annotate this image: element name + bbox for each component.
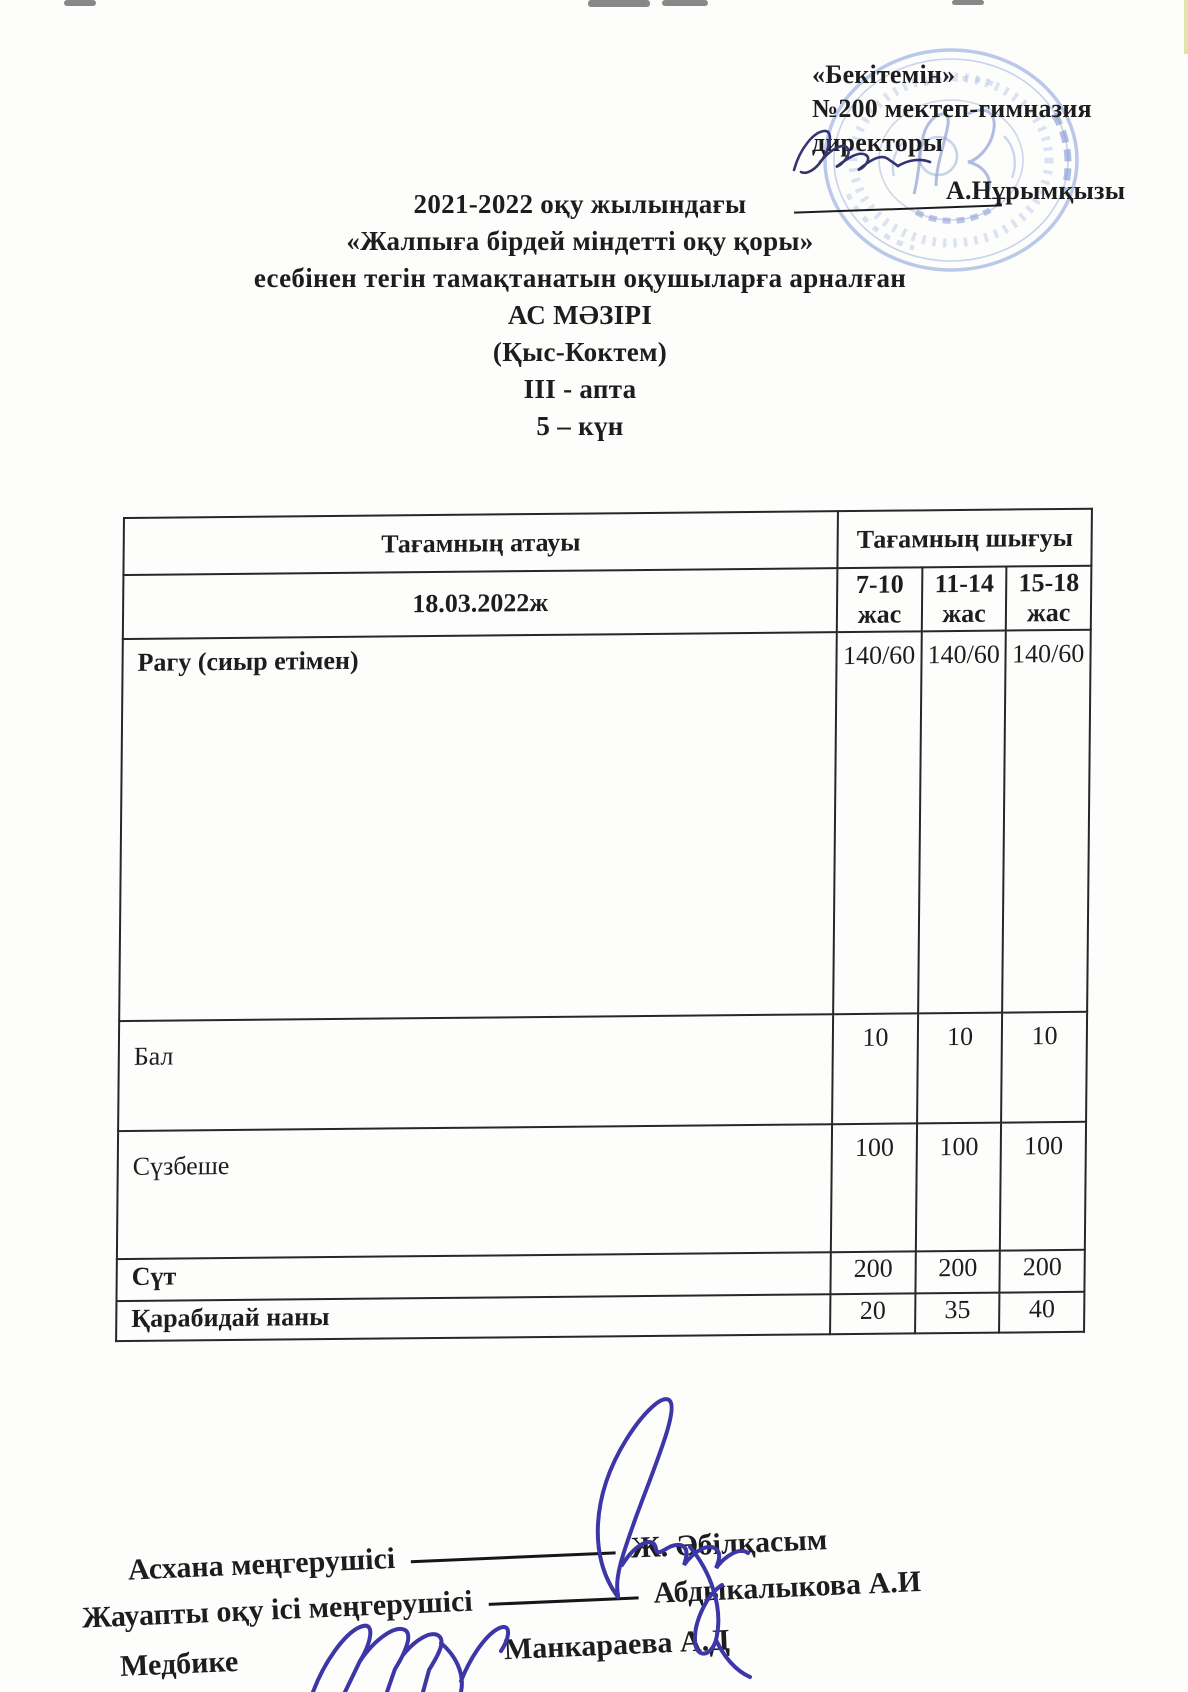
portion-value: 200 (831, 1251, 916, 1294)
role-label: Асхана меңгерушісі (127, 1541, 396, 1587)
portion-value: 10 (917, 1013, 1003, 1124)
scan-artifact (952, 0, 984, 5)
portion-value: 10 (832, 1013, 918, 1124)
title-line-fund: «Жалпыға бірдей міндетті оқу қоры» (346, 226, 814, 256)
signatory-name: Абдыкалыкова А.И (652, 1565, 922, 1610)
approval-word: «Бекітемін» (812, 60, 956, 89)
age-column-11-14: 11-14 жас (922, 567, 1007, 632)
dish-name: Сүзбеше (117, 1124, 833, 1259)
signatory-name: Манкараева А.Д (503, 1623, 731, 1667)
title-line-week: III - апта (523, 374, 637, 404)
dish-name: Бал (118, 1014, 833, 1131)
signatory-name: Ж. Әбілқасым (630, 1523, 828, 1565)
menu-row (119, 630, 1091, 1021)
menu-row (117, 1122, 1086, 1259)
portion-value: 140/60 (1003, 630, 1091, 1013)
portion-value: 200 (1000, 1250, 1085, 1293)
dish-name-header: Тағамның атауы (123, 511, 838, 575)
portion-value: 200 (915, 1251, 1000, 1294)
title-line-day: 5 – күн (536, 411, 624, 441)
portion-value: 140/60 (833, 631, 921, 1014)
scan-artifact (64, 0, 96, 6)
menu-table (115, 508, 1093, 1342)
title-line-students: есебінен тегін тамақтанатын оқушыларға арналған (253, 263, 907, 293)
portion-value: 10 (1001, 1012, 1087, 1123)
director-name: А.Нұрымқызы (946, 176, 1126, 205)
portion-value: 20 (830, 1293, 915, 1334)
nurse-signature-ink (295, 1605, 535, 1692)
date-cell: 18.03.2022ж (123, 568, 838, 639)
role-label: Медбике (119, 1644, 239, 1684)
table-header-row (123, 509, 1092, 575)
director-title: директоры (812, 128, 944, 157)
document-title (140, 186, 1020, 445)
canteen-signature-ink (540, 1385, 780, 1685)
portion-value: 100 (1000, 1122, 1086, 1251)
menu-row (116, 1292, 1084, 1341)
portion-value: 100 (831, 1123, 917, 1252)
dish-name: Қарабидай наны (116, 1294, 831, 1341)
scan-artifact (588, 0, 650, 7)
title-line-menu: АС МӘЗІРІ (507, 300, 653, 330)
school-name: №200 мектеп-гимназия (812, 94, 1092, 123)
dish-name: Рагу (сиыр етімен) (119, 632, 837, 1021)
portion-value: 35 (915, 1293, 1000, 1334)
director-signature-ink (780, 118, 960, 188)
portion-value: 40 (999, 1292, 1084, 1333)
portion-value: 100 (916, 1123, 1002, 1252)
dish-name: Сүт (116, 1252, 831, 1301)
age-column-7-10: 7-10 жас (837, 567, 922, 632)
role-label: Жауапты оқу ісі меңгерушісі (81, 1584, 474, 1635)
menu-table-wrap (115, 508, 1093, 1342)
scan-artifact (662, 0, 708, 6)
scan-edge-tint (1184, 0, 1188, 54)
title-line-season: (Қыс-Коктем) (492, 337, 668, 367)
portion-value: 140/60 (918, 631, 1006, 1014)
title-line-year: 2021-2022 оқу жылындағы (413, 189, 747, 219)
table-subheader-row (123, 566, 1092, 639)
age-column-15-18: 15-18 жас (1006, 566, 1091, 631)
dish-output-header: Тағамның шығуы (838, 509, 1092, 568)
menu-row (118, 1012, 1087, 1131)
